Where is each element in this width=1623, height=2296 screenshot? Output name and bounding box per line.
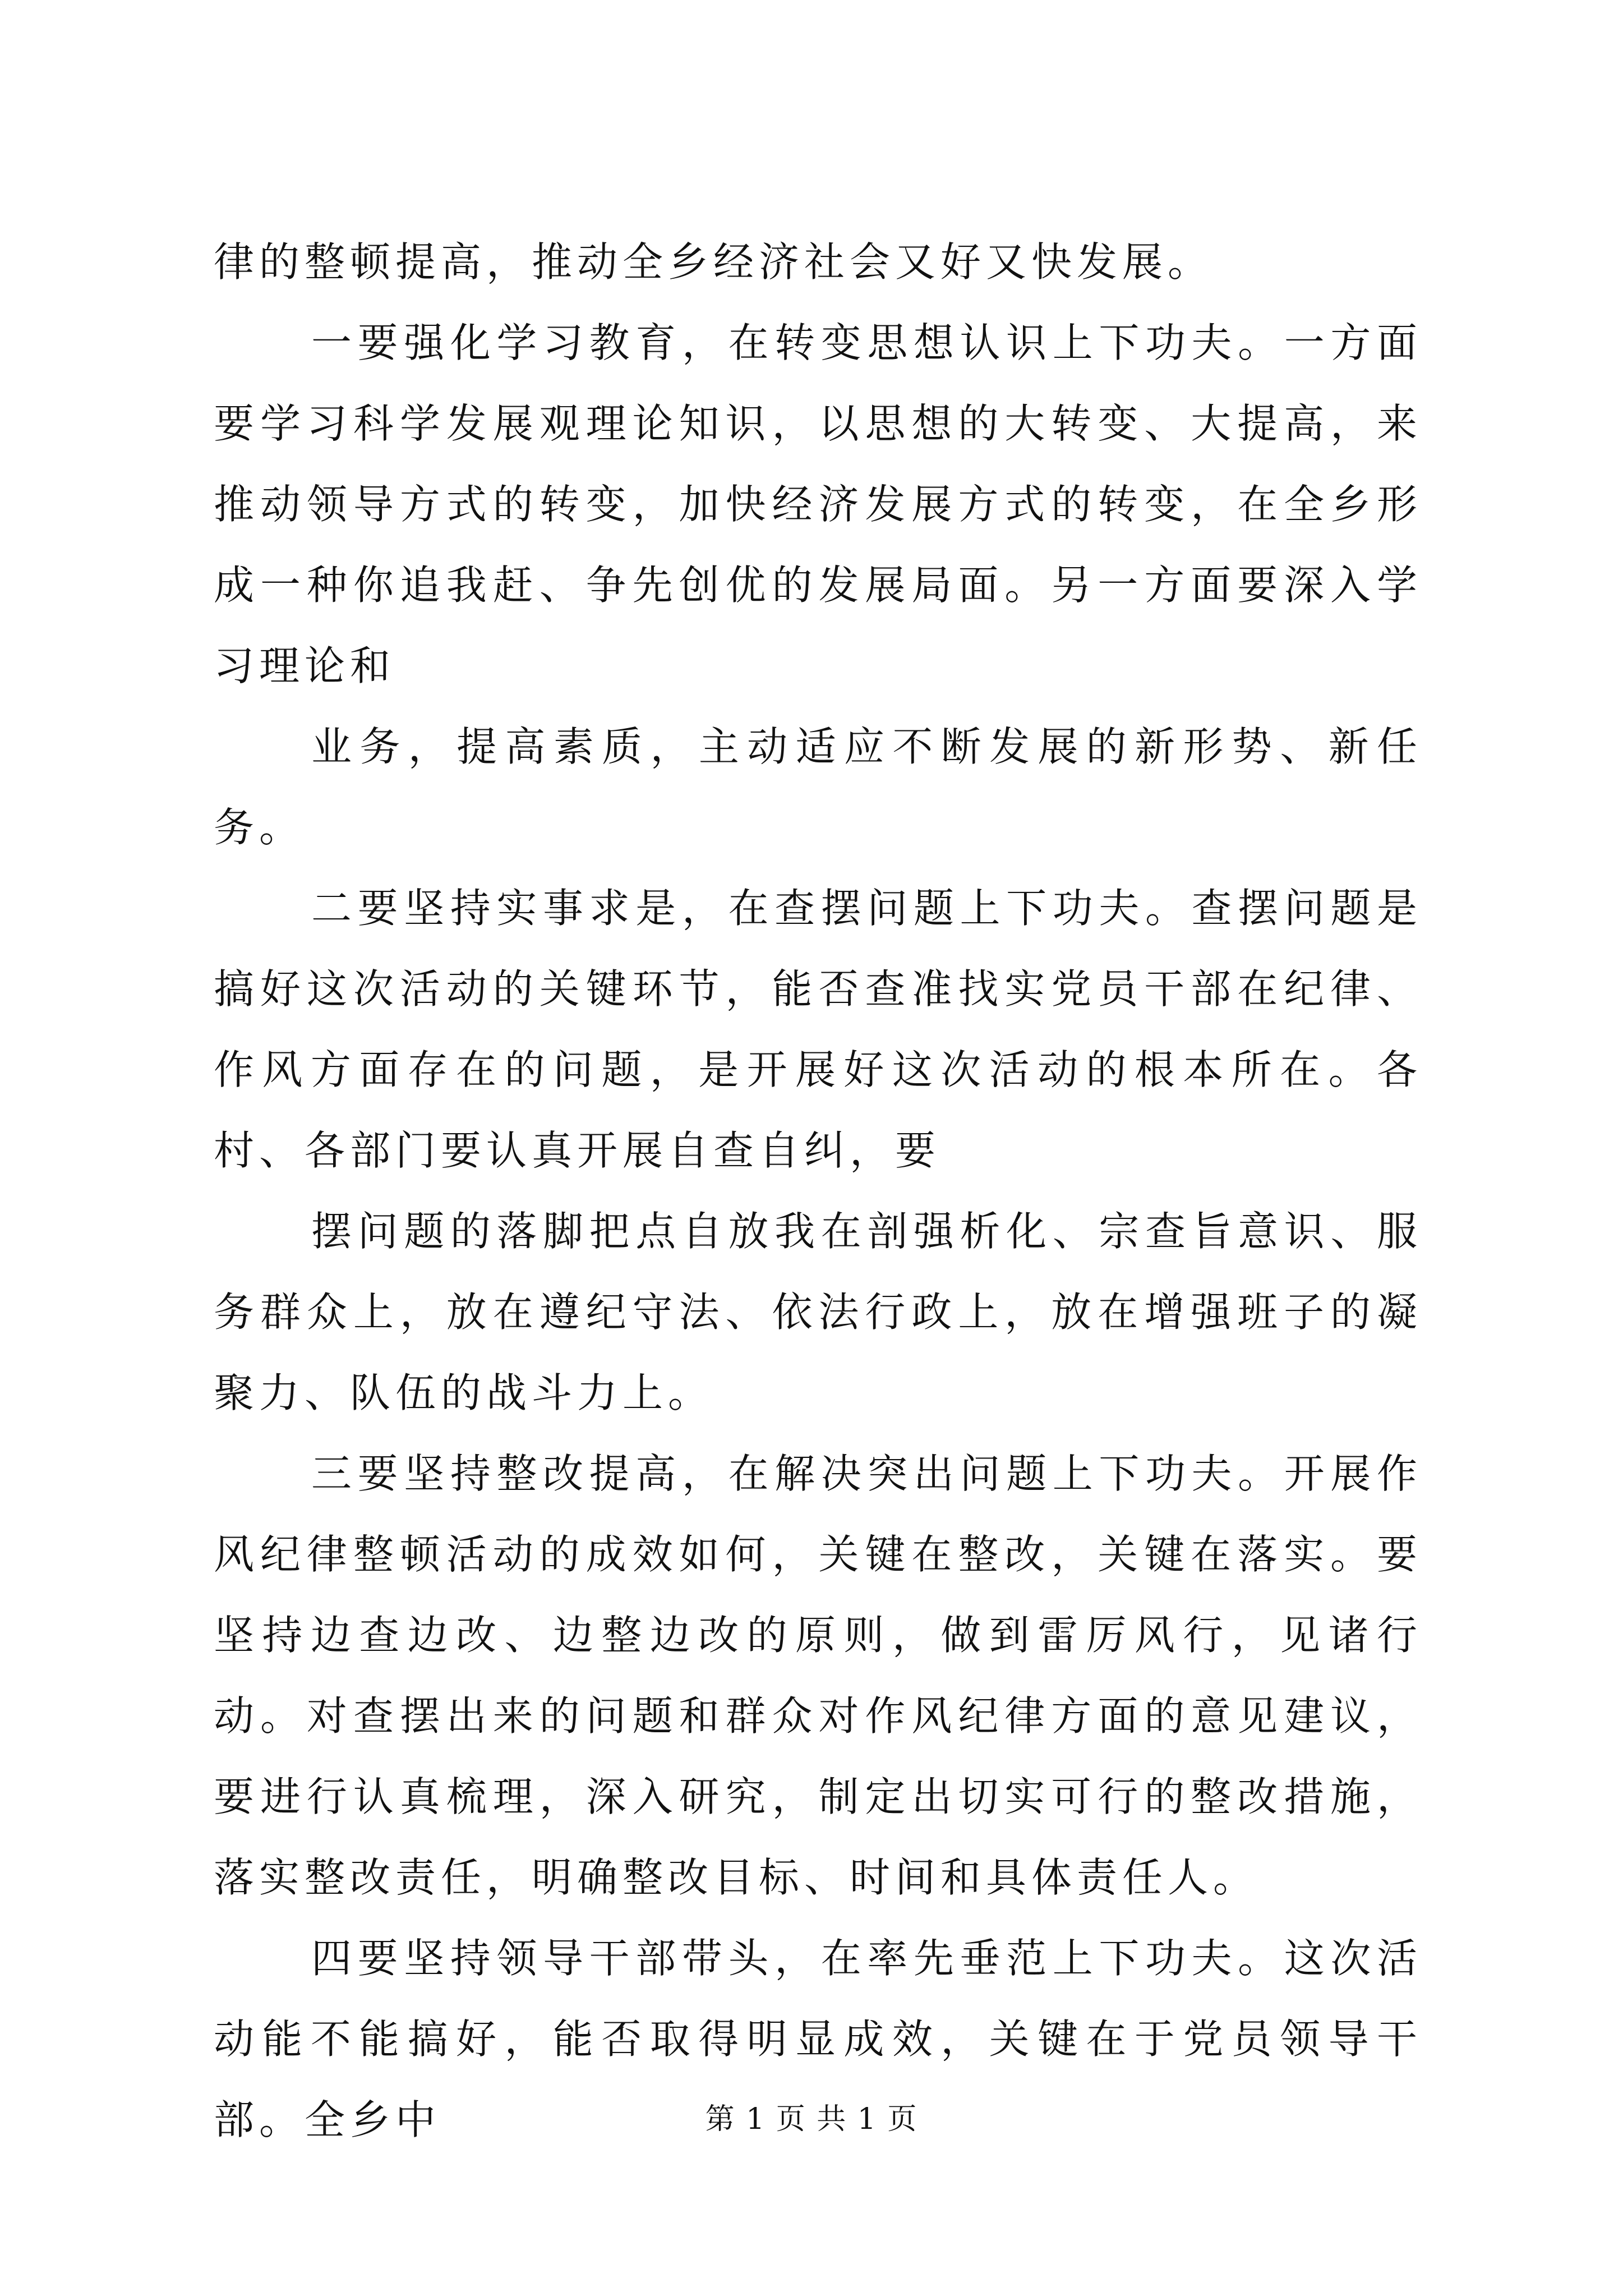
document-body (214, 222, 1422, 2160)
paragraph-study-education: 一要强化学习教育，在转变思想认识上下功夫。一方面要学习科学发展观理论知识，以思想的大转变、大提高，来推动领导方式的转变，加快经济发展方式的转变，在全乡形成一种你追我赶、争先创优的发展局面。另一方面要深入学习理论和 (214, 319, 1422, 689)
paragraph-seek-truth: 二要坚持实事求是，在查摆问题上下功夫。查摆问题是搞好这次活动的关键环节，能否查准找实党员干部在纪律、作风方面存在的问题，是开展好这次活动的根本所在。各村、各部门要认真开展自查自纠，要 (214, 885, 1422, 1174)
paragraph-continuation: 律的整顿提高，推动全乡经济社会又好又快发展。 (214, 238, 1214, 286)
paragraph-leadership-example: 四要坚持领导干部带头，在率先垂范上下功夫。这次活动能不能搞好，能否取得明显成效，关键在于党员领导干部。全乡中 (214, 1935, 1422, 2143)
paragraph-rectification: 三要坚持整改提高，在解决突出问题上下功夫。开展作风纪律整顿活动的成效如何，关键在整改，关键在落实。要坚持边查边改、边整边改的原则，做到雷厉风行，见诸行动。对查摆出来的问题和群众对作风纪律方面的意见建议，要进行认真梳理，深入研究，制定出切实可行的整改措施，落实整改责任，明确整改目标、时间和具体责任人。 (214, 1450, 1422, 1901)
page-footer (0, 2097, 1623, 2142)
paragraph-problem-focus: 摆问题的落脚把点自放我在剖强析化、宗查旨意识、服务群众上，放在遵纪守法、依法行政上，放在增强班子的凝聚力、队伍的战斗力上。 (214, 1208, 1422, 1416)
page-number-label: 第 1 页 共 1 页 (705, 2102, 918, 2136)
paragraph-business-quality: 业务，提高素质，主动适应不断发展的新形势、新任务。 (214, 723, 1422, 851)
